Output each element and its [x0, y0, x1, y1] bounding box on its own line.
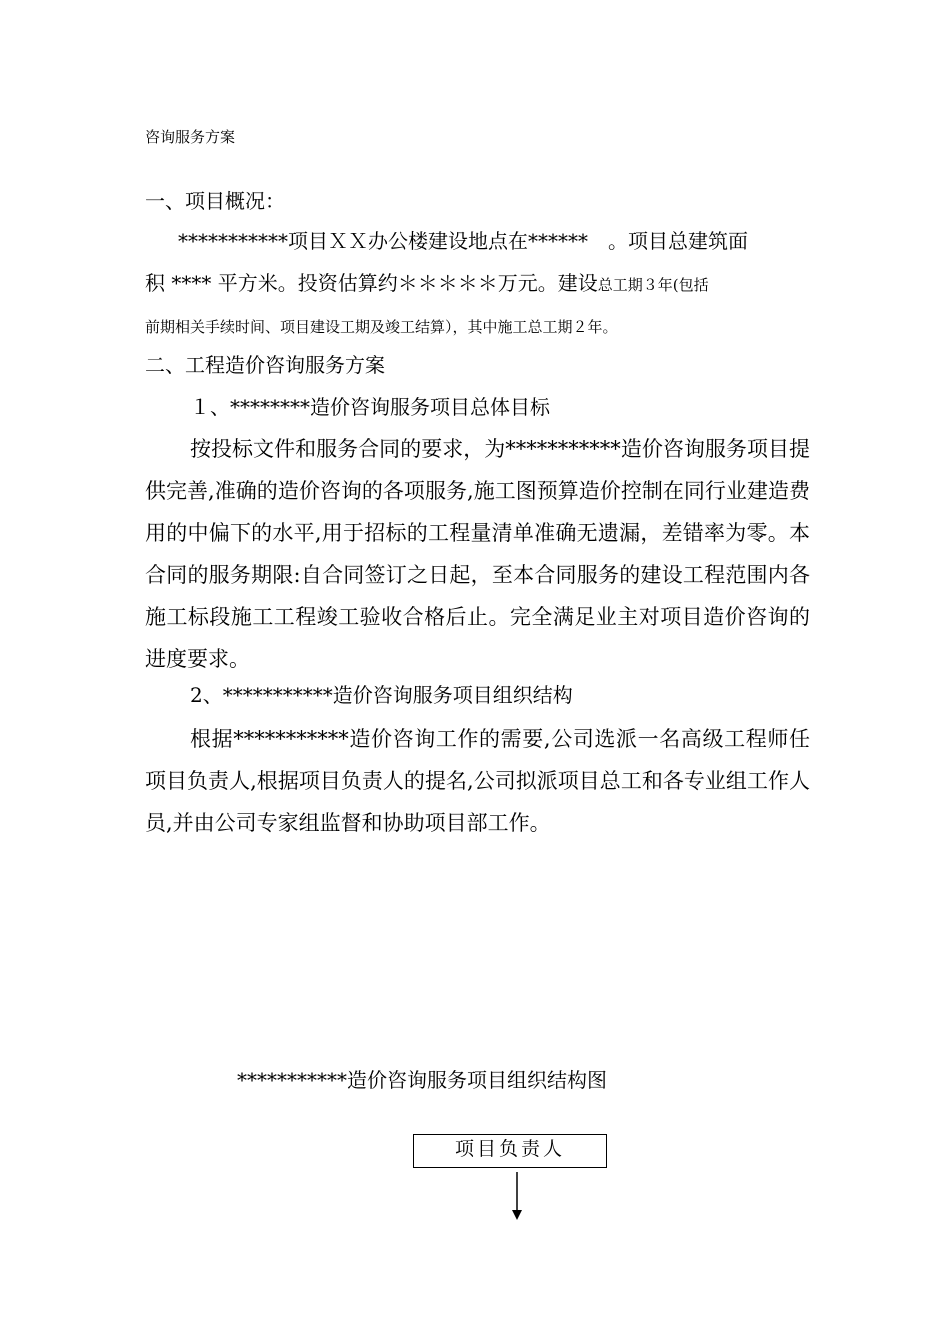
paragraph-goals: 按投标文件和服务合同的要求，为***********造价咨询服务项目提供完善,准确的造价咨询的各项服务,施工图预算造价控制在同行业建造费用的中偏下的水平,用于招标的工程量清单准确无遗漏，差错率为零。本合同的服务期限:自合同签订之日起，至本合同服务的建设工程范围内各施工标段施工工程竣工验收合格后止。完全满足业主对项目造价咨询的进度要求。: [145, 437, 810, 671]
section1-line2: [145, 270, 709, 298]
org-chart-top-box-label: 项目负责人: [454, 1138, 565, 1160]
section1-line2-main: 积 **** 平方米。投资估算约＊＊＊＊＊万元。建设: [145, 271, 598, 295]
paragraph-organization: 根据***********造价咨询工作的需要,公司选派一名高级工程师任项目负责人,根据项目负责人的提名,公司拟派项目总工和各专业组工作人员,并由公司专家组监督和协助项目部工作。: [145, 727, 810, 835]
down-arrow-icon: [507, 1172, 527, 1222]
subsection2-title: 2、***********造价咨询服务项目组织结构: [190, 683, 573, 707]
org-chart-top-box: [413, 1134, 607, 1168]
section1-line2-small: 总工期３年(包括: [597, 276, 709, 294]
section1-title: 一、项目概况：: [145, 189, 285, 213]
subsection1-title: １、********造价咨询服务项目总体目标: [190, 395, 550, 419]
section1-line1: ***********项目ＸＸ办公楼建设地点在****** 。项目总建筑面: [178, 229, 748, 253]
document-heading: 咨询服务方案: [145, 128, 236, 146]
section1-line3: 前期相关手续时间、项目建设工期及竣工结算），其中施工总工期２年。: [145, 318, 618, 336]
section2-title: 二、工程造价咨询服务方案: [145, 353, 385, 377]
org-chart-title: ***********造价咨询服务项目组织结构图: [237, 1068, 607, 1092]
